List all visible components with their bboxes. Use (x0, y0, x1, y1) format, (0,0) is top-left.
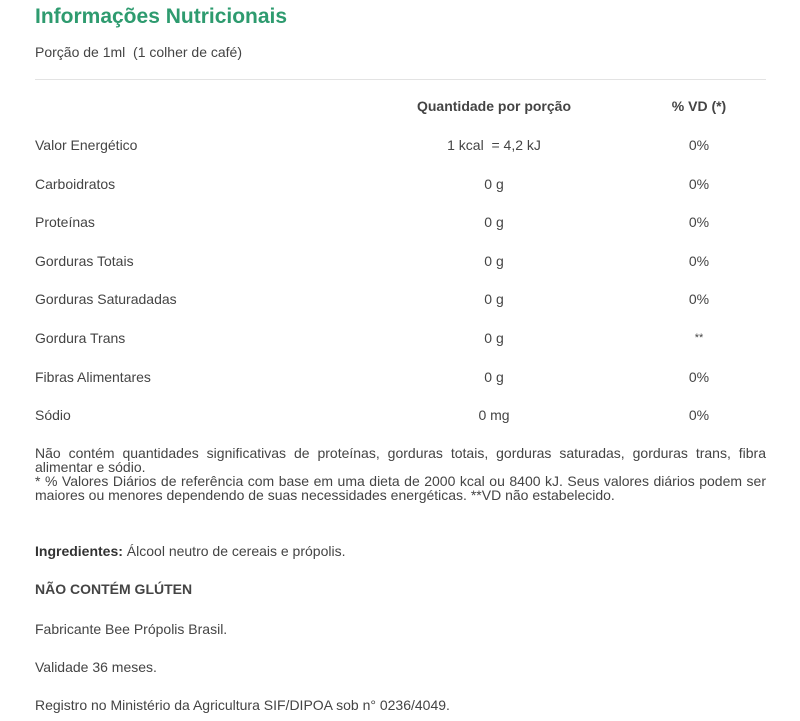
ingredients-text: Álcool neutro de cereais e própolis. (122, 543, 346, 559)
portion-size: Porção de 1ml (1 colher de café) (35, 44, 242, 60)
manufacturer: Fabricante Bee Própolis Brasil. (35, 621, 228, 637)
nutrient-quantity: 0 g (484, 330, 504, 346)
registry: Registro no Ministério da Agricultura SIF/DIPOA sob n° 0236/4049. (35, 697, 450, 713)
nutrient-vd: ** (694, 332, 704, 344)
nutrient-vd: 0% (688, 137, 710, 153)
nutrient-name: Gorduras Totais (35, 253, 134, 269)
table-row (0, 330, 800, 350)
gluten-warning: NÃO CONTÉM GLÚTEN (35, 581, 193, 597)
validity: Validade 36 meses. (35, 659, 157, 675)
nutrient-name: Proteínas (35, 214, 95, 230)
header-quantity: Quantidade por porção (416, 98, 572, 114)
table-row (0, 291, 800, 311)
ingredients (35, 543, 345, 559)
nutrient-quantity: 0 g (484, 369, 504, 385)
nutrient-quantity: 0 g (484, 214, 504, 230)
divider (35, 79, 766, 80)
table-row (0, 369, 800, 389)
nutrient-vd: 0% (688, 214, 710, 230)
ingredients-label: Ingredientes: (35, 543, 123, 559)
nutrient-name: Gorduras Saturadadas (35, 291, 177, 307)
nutrient-vd: 0% (688, 253, 710, 269)
nutrient-vd: 0% (688, 407, 710, 423)
table-row (0, 137, 800, 157)
nutrient-name: Valor Energético (35, 137, 138, 153)
nutrient-name: Gordura Trans (35, 330, 126, 346)
nutrient-quantity: 1 kcal = 4,2 kJ (447, 137, 541, 153)
nutrient-name: Carboidratos (35, 176, 116, 192)
note-not-significant: Não contém quantidades significativas de proteínas, gorduras totais, gorduras saturadas, gorduras trans, fibra alimentar e sódio. (35, 445, 766, 475)
nutrient-quantity: 0 g (484, 291, 504, 307)
nutrient-vd: 0% (688, 176, 710, 192)
table-row (0, 214, 800, 234)
header-vd: % VD (*) (671, 98, 727, 114)
note-daily-values: * % Valores Diários de referência com base em uma dieta de 2000 kcal ou 8400 kJ. Seus valores diários podem ser maiores ou menores dependendo de suas necessidades energéticas. **VD não estabelecido. (35, 473, 766, 503)
table-row (0, 176, 800, 196)
nutrition-notes (35, 446, 766, 502)
table-row (0, 253, 800, 273)
nutrient-name: Fibras Alimentares (35, 369, 151, 385)
nutrient-quantity: 0 mg (478, 407, 510, 423)
nutrient-vd: 0% (688, 369, 710, 385)
table-row (0, 407, 800, 427)
nutrient-vd: 0% (688, 291, 710, 307)
nutrient-quantity: 0 g (484, 176, 504, 192)
page-title: Informações Nutricionais (35, 5, 288, 28)
nutrient-quantity: 0 g (484, 253, 504, 269)
nutrient-name: Sódio (35, 407, 71, 423)
